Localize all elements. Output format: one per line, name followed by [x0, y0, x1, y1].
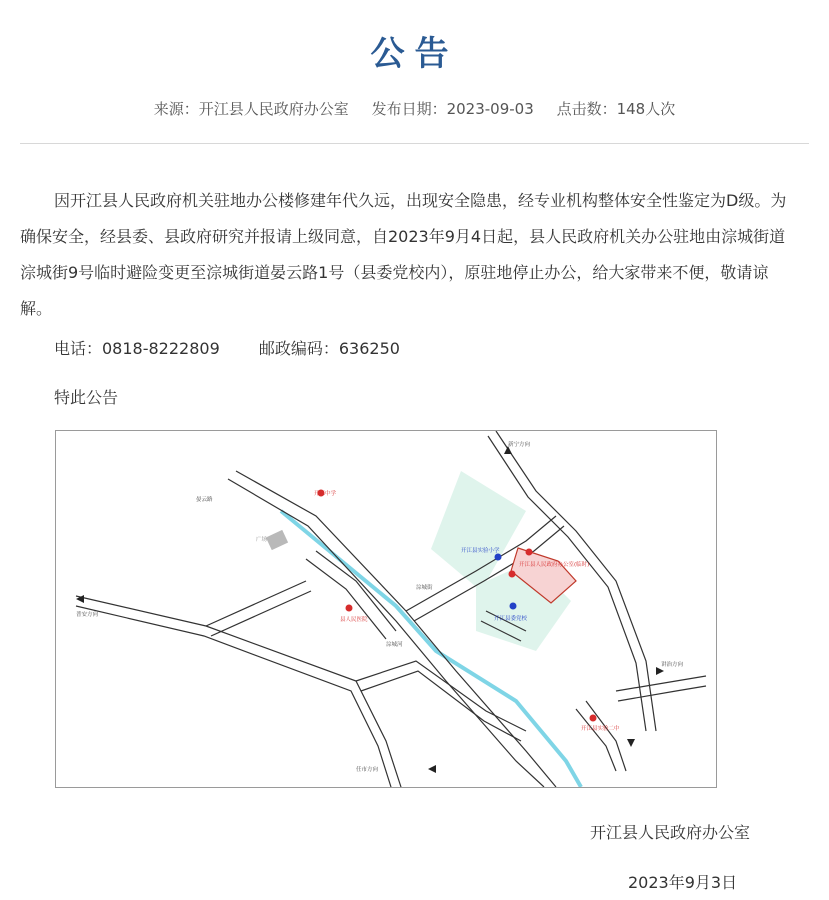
- label-poi-4: 广场: [256, 537, 268, 543]
- label-street-1: 淙城街: [416, 585, 433, 591]
- label-river: 淙城河: [386, 642, 403, 648]
- road-network: [76, 431, 706, 787]
- label-south: 任市方向: [356, 767, 379, 773]
- label-poi-3: 县人民医院: [340, 617, 368, 623]
- label-east: 讲治方向: [661, 662, 684, 668]
- label-poi-2: 开江县实验小学: [461, 548, 500, 554]
- publish-date-label: 发布日期：2023-09-03: [371, 100, 534, 118]
- location-map: [55, 430, 717, 788]
- poi-marker-red-4: [509, 571, 516, 578]
- poi-marker-blue-1: [495, 554, 502, 561]
- signature-date: 2023年9月3日: [628, 873, 738, 892]
- poi-marker-red-2: [346, 605, 353, 612]
- phone-number: 电话：0818-8222809: [54, 339, 220, 358]
- label-poi-1: 开江中学: [314, 491, 337, 497]
- building-shape: [266, 530, 288, 550]
- label-street-2: 晏云路: [196, 497, 213, 503]
- notice-body: 因开江县人民政府机关驻地办公楼修建年代久远，出现安全隐患，经专业机构整体安全性鉴定为D级。为确保安全，经县委、县政府研究并报请上级同意，自2023年9月4日起，县人民政府机关办公驻地由淙城街道淙城街9号临时避险变更至淙城街道晏云路1号（县委党校内），原驻地停止办公，给大家带来不便，敬请谅解。: [20, 191, 787, 318]
- signature: 开江县人民政府办公室: [590, 823, 751, 842]
- contact-info: [54, 336, 434, 359]
- direction-arrows: [76, 446, 664, 773]
- label-poi-5: 开江县实验二中: [581, 726, 620, 732]
- label-west: 普安方向: [76, 612, 99, 618]
- poi-marker-red-5: [590, 715, 597, 722]
- divider: [20, 143, 809, 144]
- poi-marker-red-3: [526, 549, 533, 556]
- view-count-label: 点击数：148人次: [556, 100, 676, 118]
- page-title: 公告: [370, 34, 459, 74]
- label-north: 新宁方向: [508, 442, 531, 448]
- label-new-site: 开江县人民政府办公室(临时): [519, 562, 590, 568]
- source-label: 来源：开江县人民政府办公室: [153, 100, 349, 118]
- article-meta: [0, 98, 829, 119]
- poi-marker-blue-2: [510, 603, 517, 610]
- map-svg: [56, 431, 716, 787]
- closing-text: 特此公告: [54, 388, 119, 407]
- postal-code: 邮政编码：636250: [258, 339, 400, 358]
- map-labels: [76, 440, 684, 773]
- label-school: 开江县委党校: [494, 616, 528, 622]
